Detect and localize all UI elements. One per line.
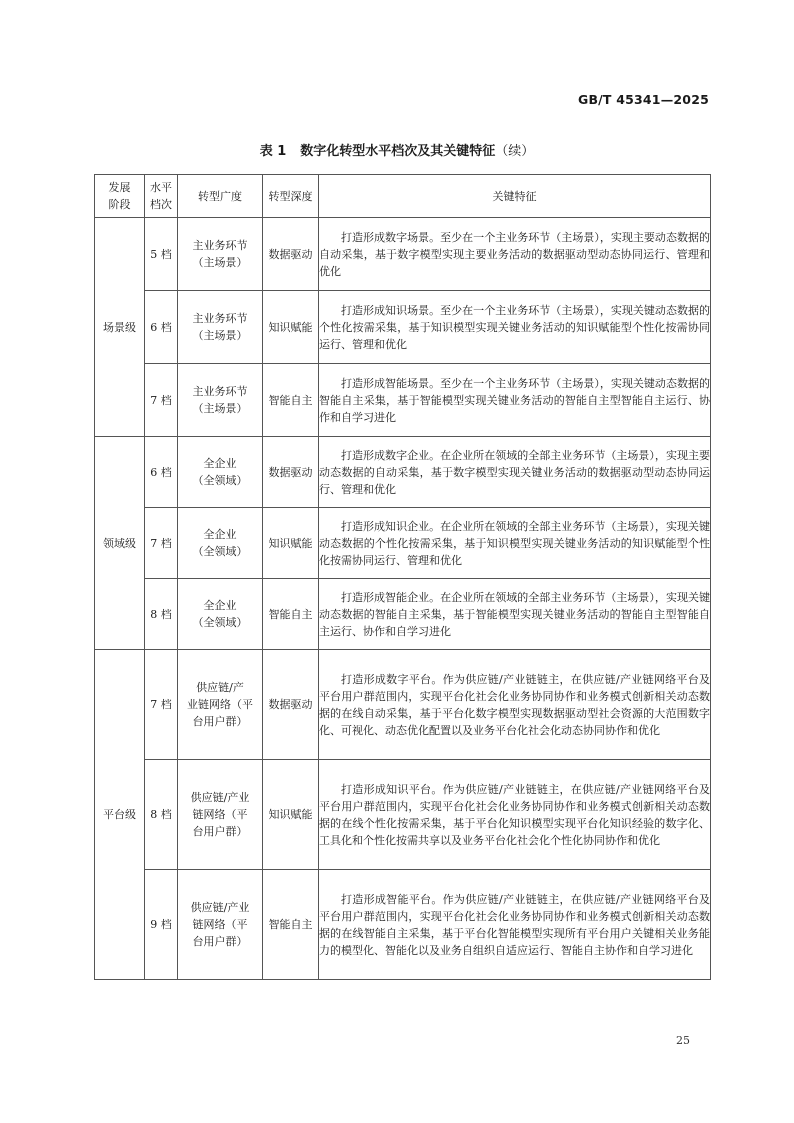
breadth-cell: 主业务环节 （主场景）	[178, 218, 263, 291]
feature-cell: 打造形成智能平台。作为供应链/产业链链主，在供应链/产业链网络平台及平台用户群范围内，实现平台化社会化业务协同协作和业务模式创新相关动态数据的在线智能自主采集，基于平台化智能模型实现所有平台用户关键相关业务能力的模型化、智能化以及业务自组织自适应运行、智能自主协作和自学习进化	[319, 870, 711, 980]
depth-cell: 知识赋能	[263, 291, 319, 364]
table-row	[95, 870, 711, 980]
col-header-feature: 关键特征	[319, 175, 711, 218]
col-header-level: 水平 档次	[145, 175, 178, 218]
table-row	[95, 218, 711, 291]
col-header-stage: 发展 阶段	[95, 175, 145, 218]
depth-cell: 知识赋能	[263, 508, 319, 579]
feature-cell: 打造形成数字场景。至少在一个主业务环节（主场景），实现主要动态数据的自动采集，基于数字模型实现主要业务活动的数据驱动型动态协同运行、管理和优化	[319, 218, 711, 291]
depth-cell: 数据驱动	[263, 650, 319, 760]
breadth-cell: 全企业 （全领域）	[178, 437, 263, 508]
col-header-breadth: 转型广度	[178, 175, 263, 218]
breadth-cell: 全企业 （全领域）	[178, 508, 263, 579]
level-cell: 9 档	[145, 870, 178, 980]
table-body	[95, 218, 711, 980]
feature-cell: 打造形成知识企业。在企业所在领域的全部主业务环节（主场景），实现关键动态数据的个性化按需采集，基于知识模型实现关键业务活动的知识赋能型个性化按需协同运行、管理和优化	[319, 508, 711, 579]
breadth-cell: 供应链/产业 链网络（平 台用户群）	[178, 760, 263, 870]
feature-cell: 打造形成数字平台。作为供应链/产业链链主，在供应链/产业链网络平台及平台用户群范围内，实现平台化社会化业务协同协作和业务模式创新相关动态数据的在线自动采集，基于平台化数字模型实现数据驱动型社会资源的大范围数字化、可视化、动态优化配置以及业务平台化社会化动态协同协作和优化	[319, 650, 711, 760]
table-row	[95, 650, 711, 760]
level-cell: 5 档	[145, 218, 178, 291]
table-row	[95, 508, 711, 579]
col-header-depth: 转型深度	[263, 175, 319, 218]
table-number: 表 1	[259, 144, 287, 159]
table-title-text: 数字化转型水平档次及其关键特征	[300, 144, 496, 159]
level-cell: 7 档	[145, 364, 178, 437]
level-cell: 7 档	[145, 650, 178, 760]
table-header-row	[95, 175, 711, 218]
depth-cell: 数据驱动	[263, 218, 319, 291]
table-title	[0, 140, 794, 159]
standard-code: GB/T 45341—2025	[577, 92, 709, 107]
level-cell: 6 档	[145, 291, 178, 364]
stage-cell: 领域级	[95, 437, 145, 650]
table-row	[95, 291, 711, 364]
breadth-cell: 主业务环节 （主场景）	[178, 364, 263, 437]
depth-cell: 智能自主	[263, 870, 319, 980]
feature-cell: 打造形成知识平台。作为供应链/产业链链主，在供应链/产业链网络平台及平台用户群范围内，实现平台化社会化业务协同协作和业务模式创新相关动态数据的在线个性化按需采集，基于平台化知识模型实现平台化知识经验的数字化、工具化和个性化按需共享以及业务平台化社会化个性化协同协作和优化	[319, 760, 711, 870]
depth-cell: 知识赋能	[263, 760, 319, 870]
feature-cell: 打造形成知识场景。至少在一个主业务环节（主场景），实现关键动态数据的个性化按需采集，基于知识模型实现关键业务活动的知识赋能型个性化按需协同运行、管理和优化	[319, 291, 711, 364]
table-row	[95, 579, 711, 650]
stage-cell: 平台级	[95, 650, 145, 980]
depth-cell: 智能自主	[263, 364, 319, 437]
level-cell: 7 档	[145, 508, 178, 579]
level-cell: 8 档	[145, 579, 178, 650]
feature-cell: 打造形成智能场景。至少在一个主业务环节（主场景），实现关键动态数据的智能自主采集，基于智能模型实现关键业务活动的智能自主型智能自主运行、协作和自学习进化	[319, 364, 711, 437]
depth-cell: 数据驱动	[263, 437, 319, 508]
key-features-table	[94, 174, 711, 980]
breadth-cell: 供应链/产 业链网络（平 台用户群）	[178, 650, 263, 760]
breadth-cell: 全企业 （全领域）	[178, 579, 263, 650]
depth-cell: 智能自主	[263, 579, 319, 650]
breadth-cell: 供应链/产业 链网络（平 台用户群）	[178, 870, 263, 980]
level-cell: 8 档	[145, 760, 178, 870]
table-row	[95, 364, 711, 437]
breadth-cell: 主业务环节 （主场景）	[178, 291, 263, 364]
table-continued-label: （续）	[495, 144, 535, 159]
feature-cell: 打造形成数字企业。在企业所在领域的全部主业务环节（主场景），实现主要动态数据的自动采集，基于数字模型实现关键业务活动的数据驱动型动态协同运行、管理和优化	[319, 437, 711, 508]
page-number: 25	[676, 1034, 690, 1047]
feature-cell: 打造形成智能企业。在企业所在领域的全部主业务环节（主场景），实现关键动态数据的智能自主采集，基于智能模型实现关键业务活动的智能自主型智能自主运行、协作和自学习进化	[319, 579, 711, 650]
stage-cell: 场景级	[95, 218, 145, 437]
table-row	[95, 760, 711, 870]
level-cell: 6 档	[145, 437, 178, 508]
table-row	[95, 437, 711, 508]
